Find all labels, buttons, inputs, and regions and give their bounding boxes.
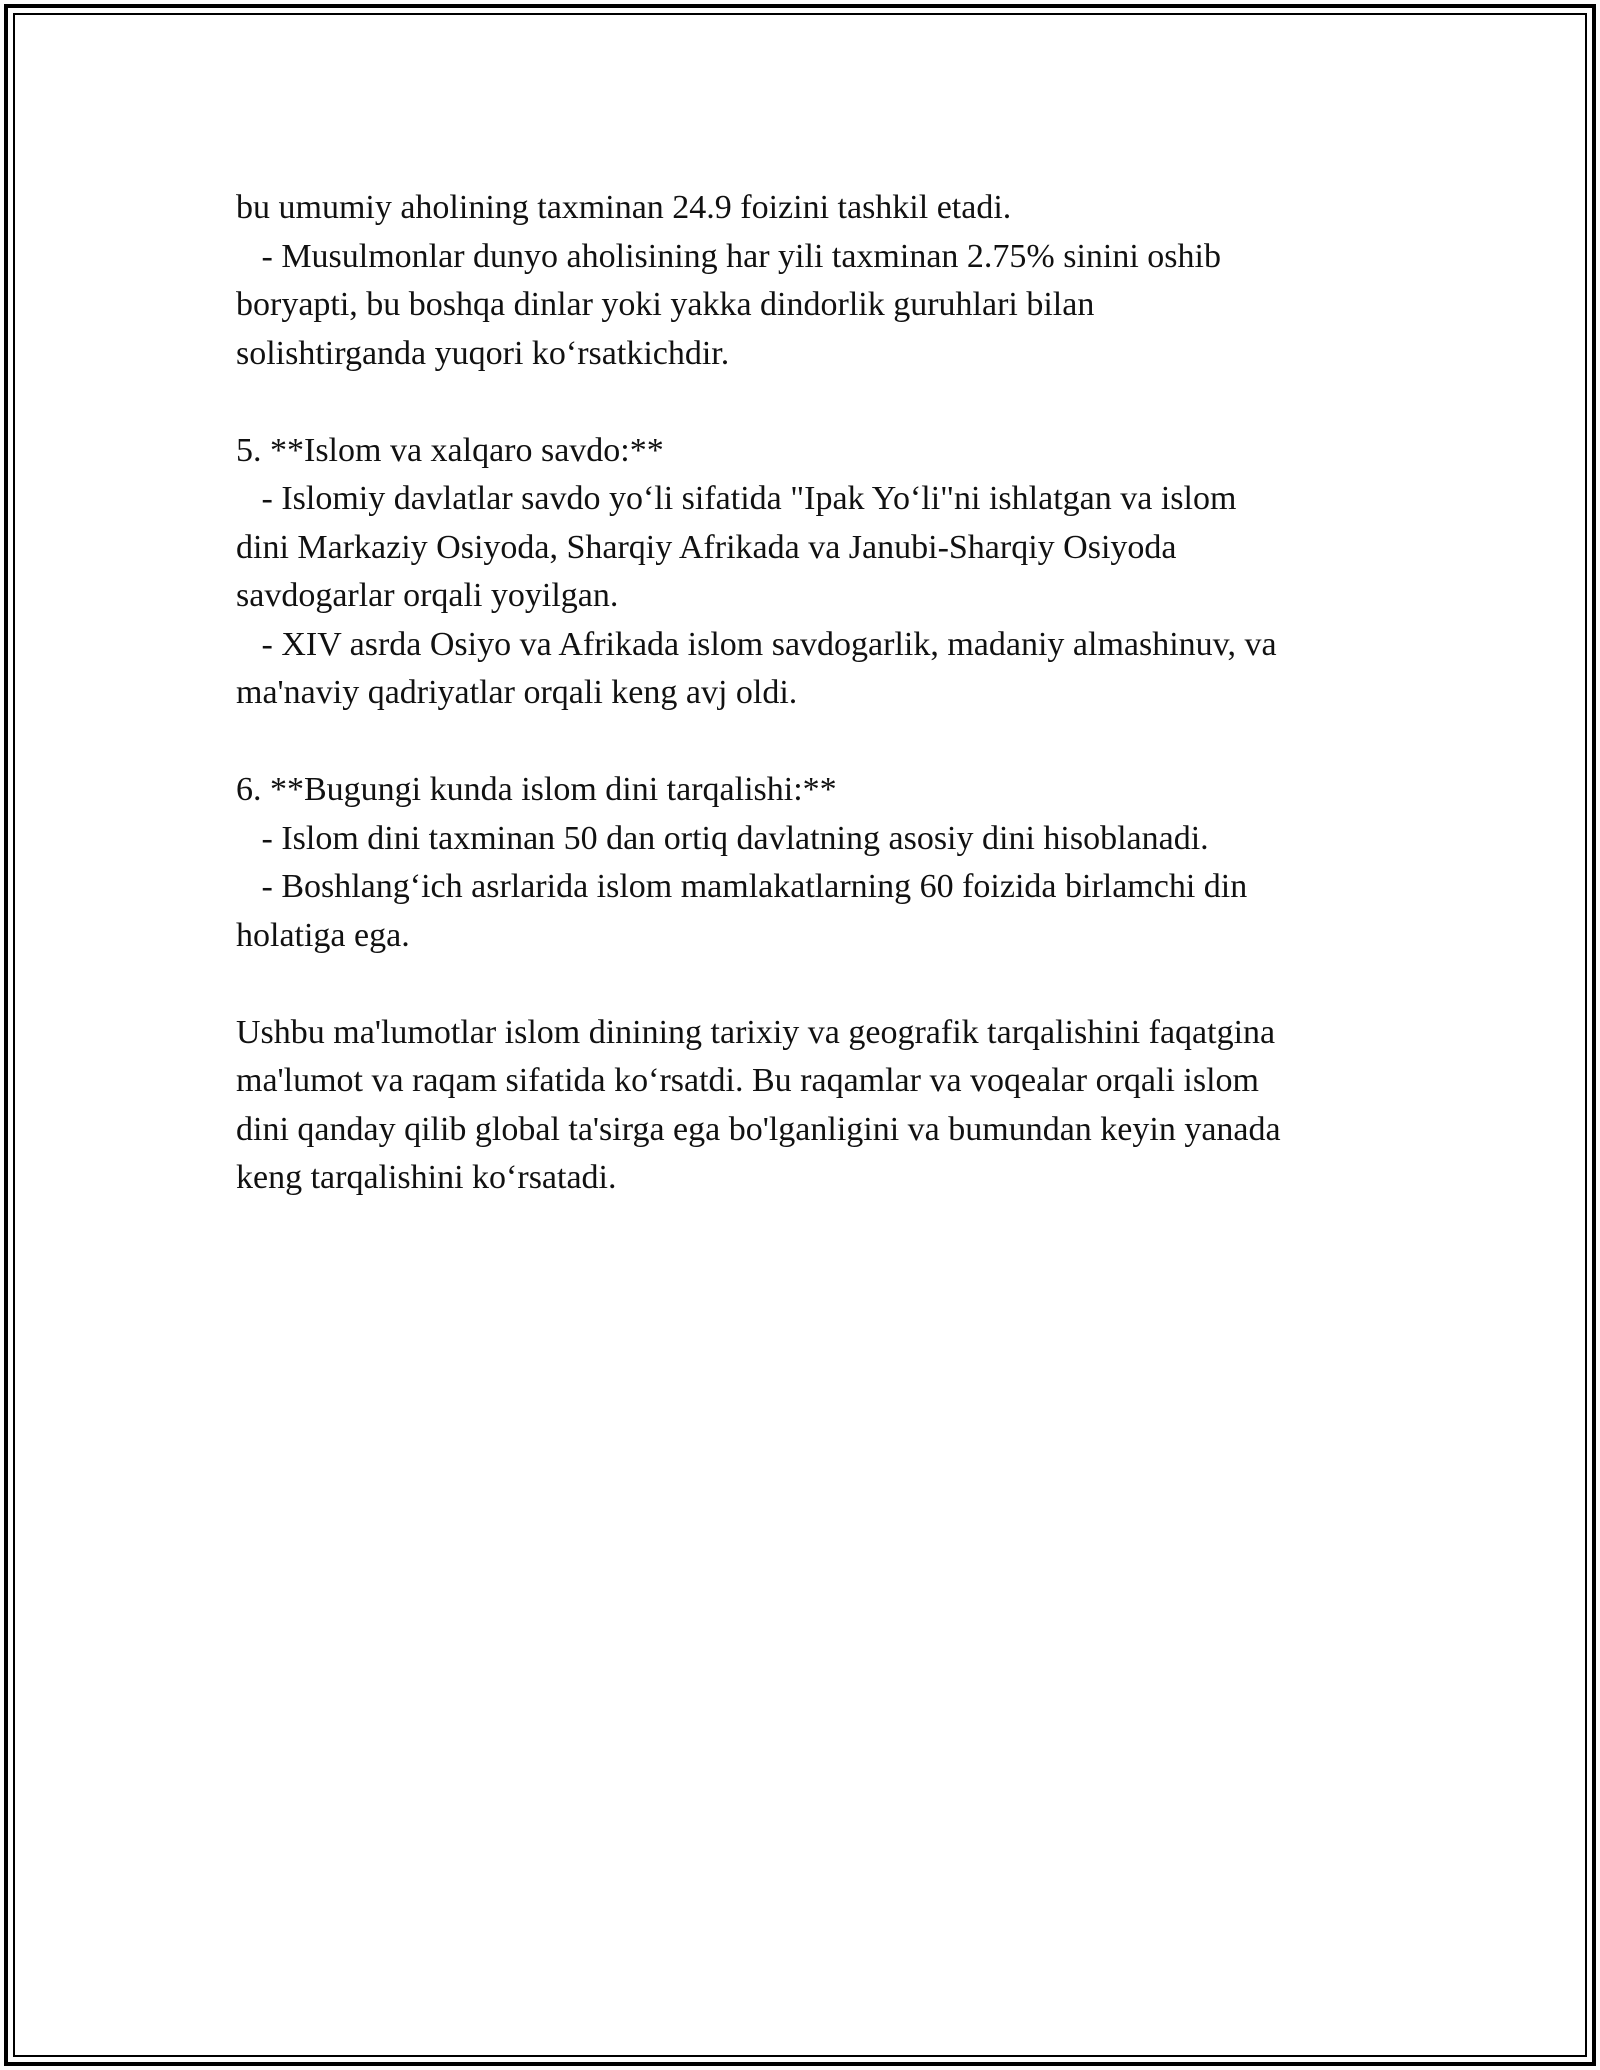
section-heading: 6. **Bugungi kunda islom dini tarqalishi:** [236,771,837,808]
text-line: - Islomiy davlatlar savdo yo‘li sifatida "Ipak Yo‘li"ni ishlatgan va islom [236,480,1237,517]
text-line: - Islom dini taxminan 50 dan ortiq davlatning asosiy dini hisoblanadi. [236,819,1209,857]
blank-line [236,718,1416,767]
blank-line [236,378,1416,427]
text-line: - Boshlang‘ich asrlarida islom mamlakatlarning 60 foizida birlamchi din [236,868,1248,905]
text-line: savdogarlar orqali yoyilgan. [236,577,619,614]
text-line: - XIV asrda Osiyo va Afrikada islom savdogarlik, madaniy almashinuv, va [236,625,1277,663]
text-line: dini Markaziy Osiyoda, Sharqiy Afrikada va Janubi-Sharqiy Osiyoda [236,528,1177,566]
text-line: keng tarqalishini ko‘rsatadi. [236,1159,617,1196]
text-line: solishtirganda yuqori ko‘rsatkichdir. [236,334,730,372]
text-line: ma'naviy qadriyatlar orqali keng avj oldi. [236,674,798,711]
text-line: bu umumiy aholining taxminan 24.9 foizini tashkil etadi. [236,189,1012,226]
text-line: - Musulmonlar dunyo aholisining har yili taxminan 2.75% sinini oshib [236,237,1221,275]
document-body [236,184,1416,1203]
blank-line [236,960,1416,1009]
section-heading: 5. **Islom va xalqaro savdo:** [236,431,664,469]
text-line: Ushbu ma'lumotlar islom dinining tarixiy va geografik tarqalishini faqatgina [236,1013,1276,1051]
text-line: holatiga ega. [236,916,410,954]
text-line: ma'lumot va raqam sifatida ko‘rsatdi. Bu raqamlar va voqealar orqali islom [236,1062,1259,1099]
text-line: boryapti, bu boshqa dinlar yoki yakka dindorlik guruhlari bilan [236,286,1095,323]
text-line: dini qanday qilib global ta'sirga ega bo'lganligini va bumundan keyin yanada [236,1110,1281,1148]
